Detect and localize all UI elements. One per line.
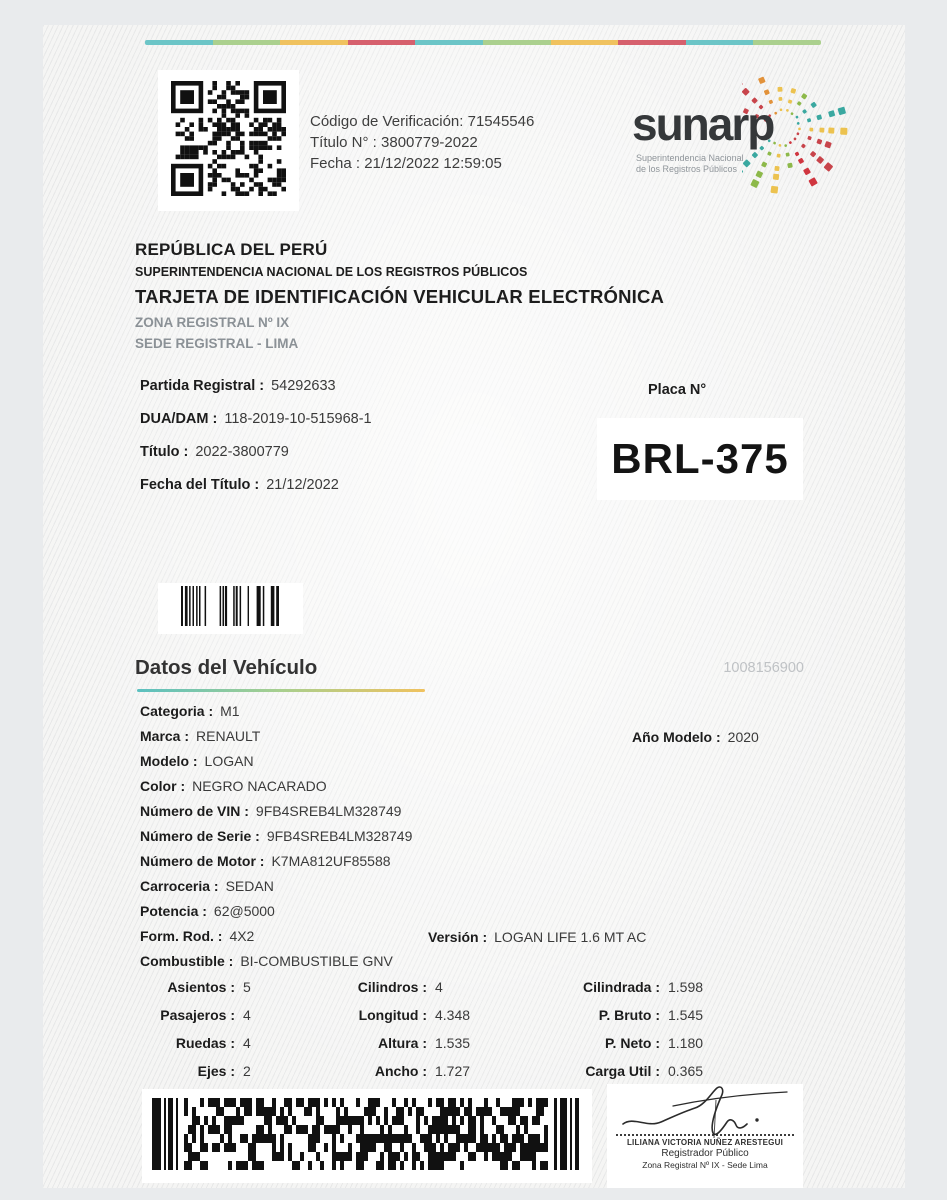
field-potencia: Potencia : 62@5000: [140, 903, 275, 919]
verification-code: Código de Verificación: 71545546: [310, 113, 535, 130]
sunarp-logo-wordmark: sunarp: [632, 98, 774, 150]
spec-ejes: Ejes : 2: [197, 1063, 251, 1079]
section-underline: [137, 689, 425, 692]
zone-subtitle: ZONA REGISTRAL Nº IX: [135, 315, 290, 330]
field-color: Color : NEGRO NACARADO: [140, 778, 327, 794]
spec-longitud: Longitud : 4.348: [358, 1007, 471, 1023]
signature-block: [607, 1084, 803, 1188]
plate-label: Placa N°: [648, 382, 707, 398]
plate-box: [597, 418, 803, 500]
verification-panel: [310, 111, 534, 174]
spec-p-neto: P. Neto : 1.180: [605, 1035, 704, 1051]
field-combustible: Combustible : BI-COMBUSTIBLE GNV: [140, 953, 393, 969]
spec-asientos: Asientos : 5: [167, 979, 251, 995]
signature-dotted-line: [616, 1134, 794, 1136]
barcode-1d-image: [181, 586, 281, 631]
top-color-stripe: [145, 40, 821, 45]
field-vin: Número de VIN : 9FB4SREB4LM328749: [140, 803, 402, 819]
fecha-line: Fecha : 21/12/2022 12:59:05: [310, 155, 502, 172]
sede-subtitle: SEDE REGISTRAL - LIMA: [135, 336, 299, 351]
org-title: SUPERINTENDENCIA NACIONAL DE LOS REGISTROS PÚBLICOS: [135, 265, 528, 279]
barcode-1d: [158, 583, 303, 634]
qr-code-image: [166, 76, 291, 206]
field-duadam: DUA/DAM : 118-2019-10-515968-1: [140, 411, 372, 427]
barcode-pdf417: [142, 1089, 592, 1183]
masthead: [135, 240, 664, 351]
field-fecha-titulo: Fecha del Título : 21/12/2022: [140, 477, 339, 493]
spec-carga-util: Carga Util : 0.365: [585, 1063, 704, 1079]
plate-number: BRL-375: [611, 435, 789, 482]
registrar-title: Registrador Público: [661, 1148, 749, 1159]
field-modelo: Modelo : LOGAN: [140, 753, 254, 769]
titulo-number: Título N° : 3800779-2022: [310, 134, 478, 151]
field-partida: Partida Registral : 54292633: [140, 378, 336, 394]
specs-column-1: [140, 979, 251, 1091]
field-version: Versión : LOGAN LIFE 1.6 MT AC: [428, 929, 647, 945]
field-categoria: Categoria : M1: [140, 703, 240, 719]
signature-scribble: [615, 1084, 795, 1140]
registrar-zone: Zona Registral Nº IX - Sede Lima: [642, 1160, 768, 1170]
country-title: REPÚBLICA DEL PERÚ: [135, 240, 328, 259]
registry-fields: [140, 378, 372, 510]
spec-altura: Altura : 1.535: [378, 1035, 471, 1051]
barcode-pdf417-image: [150, 1096, 584, 1177]
registrar-name: LILIANA VICTORIA NUÑEZ ARESTEGUI: [626, 1138, 784, 1147]
spec-pasajeros: Pasajeros : 4: [160, 1007, 251, 1023]
qr-code: [158, 70, 299, 211]
spec-cilindrada: Cilindrada : 1.598: [582, 979, 704, 995]
specs-column-3: [535, 979, 703, 1091]
field-carroceria: Carroceria : SEDAN: [140, 878, 274, 894]
field-motor: Número de Motor : K7MA812UF85588: [140, 853, 391, 869]
document-title: TARJETA DE IDENTIFICACIÓN VEHICULAR ELECTRÓNICA: [135, 286, 665, 307]
field-marca: Marca : RENAULT: [140, 728, 261, 744]
spec-ruedas: Ruedas : 4: [175, 1035, 251, 1051]
spec-cilindros: Cilindros : 4: [357, 979, 443, 995]
specs-column-2: [332, 979, 470, 1091]
vehicle-section-title: Datos del Vehículo: [135, 656, 318, 679]
spec-ancho: Ancho : 1.727: [374, 1063, 471, 1079]
spec-p-bruto: P. Bruto : 1.545: [598, 1007, 704, 1023]
sunarp-logo-tagline: Superintendencia Nacional de los Registros Públicos: [636, 153, 744, 174]
field-form-rod: Form. Rod. : 4X2: [140, 928, 255, 944]
field-serie: Número de Serie : 9FB4SREB4LM328749: [140, 828, 413, 844]
document-serial-watermark: 1008156900: [723, 660, 804, 676]
field-anio-modelo: Año Modelo : 2020: [632, 729, 759, 745]
vehicle-fields: [140, 703, 412, 978]
field-titulo: Título : 2022-3800779: [140, 444, 289, 460]
